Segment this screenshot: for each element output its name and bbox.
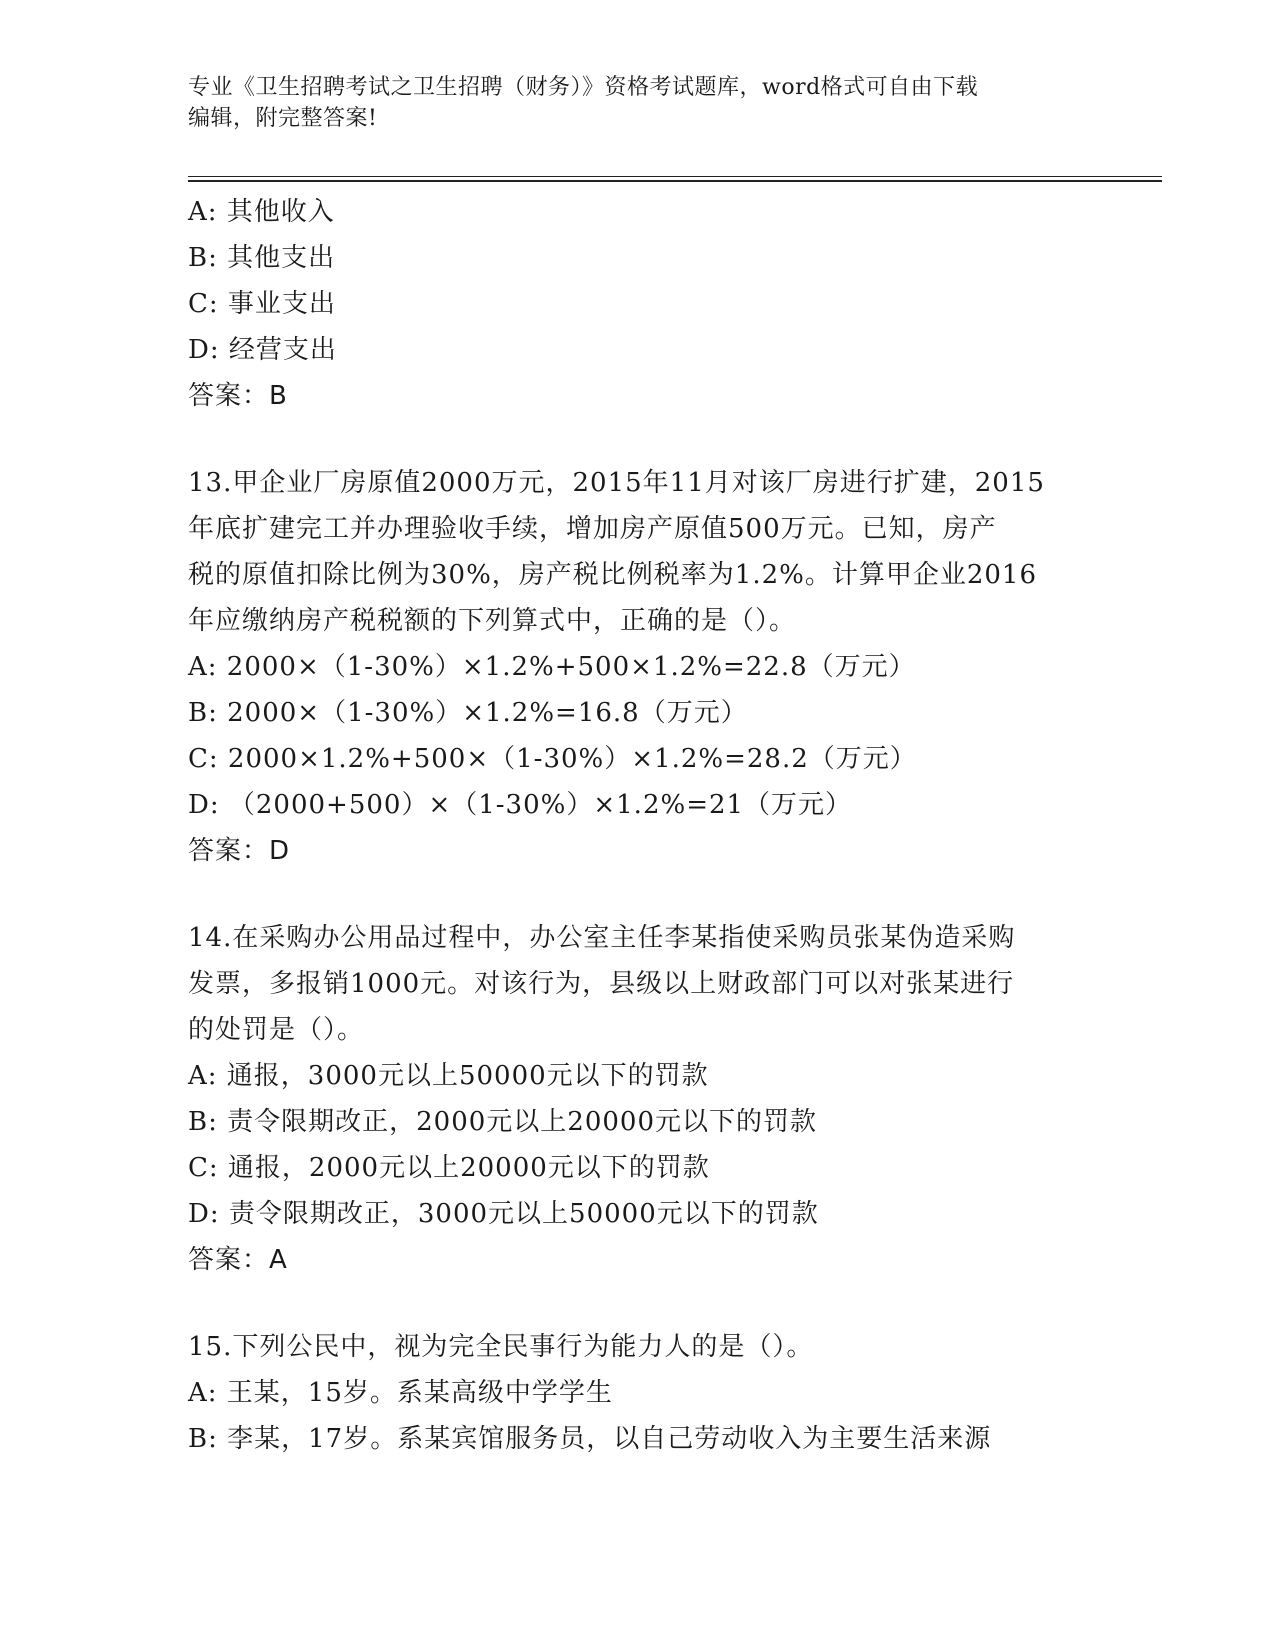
question-stem-line: 税的原值扣除比例为30%，房产税比例税率为1.2%。计算甲企业2016 bbox=[188, 560, 1038, 590]
option-b: B: 其他支出 bbox=[188, 243, 336, 273]
question-list bbox=[188, 189, 1088, 1462]
answer-line: 答案：D bbox=[188, 836, 291, 866]
question-14 bbox=[188, 915, 1088, 1283]
option-b: B: 2000×（1-30%）×1.2%=16.8（万元） bbox=[188, 698, 748, 728]
question-stem-line: 13.甲企业厂房原值2000万元，2015年11月对该厂房进行扩建，2015 bbox=[188, 468, 1045, 498]
question-12 bbox=[188, 189, 1088, 419]
option-c: C: 通报，2000元以上20000元以下的罚款 bbox=[188, 1153, 710, 1183]
header-line-2: 编辑，附完整答案! bbox=[188, 106, 378, 131]
option-b: B: 李某，17岁。系某宾馆服务员，以自己劳动收入为主要生活来源 bbox=[188, 1424, 992, 1454]
question-stem-line: 发票，多报销1000元。对该行为，县级以上财政部门可以对张某进行 bbox=[188, 969, 1015, 999]
question-stem-line: 15.下列公民中，视为完全民事行为能力人的是（）。 bbox=[188, 1332, 814, 1362]
option-c: C: 2000×1.2%+500×（1-30%）×1.2%=28.2（万元） bbox=[188, 744, 917, 774]
option-d: D: 责令限期改正，3000元以上50000元以下的罚款 bbox=[188, 1199, 819, 1229]
header-divider-thick bbox=[188, 180, 1162, 182]
option-d: D: （2000+500）×（1-30%）×1.2%=21（万元） bbox=[188, 790, 853, 820]
option-d: D: 经营支出 bbox=[188, 335, 337, 365]
header-divider-thin bbox=[188, 176, 1162, 177]
option-a: A: 其他收入 bbox=[188, 197, 335, 227]
question-stem-line: 年底扩建完工并办理验收手续，增加房产原值500万元。已知，房产 bbox=[188, 514, 997, 544]
spacer bbox=[188, 419, 1088, 460]
answer-line: 答案：B bbox=[188, 381, 288, 411]
option-b: B: 责令限期改正，2000元以上20000元以下的罚款 bbox=[188, 1107, 818, 1137]
option-c: C: 事业支出 bbox=[188, 289, 336, 319]
question-stem-line: 年应缴纳房产税税额的下列算式中，正确的是（）。 bbox=[188, 606, 797, 636]
question-stem-line: 的处罚是（）。 bbox=[188, 1015, 365, 1045]
header-line-1: 专业《卫生招聘考试之卫生招聘（财务）》资格考试题库，word格式可自由下载 bbox=[188, 75, 979, 100]
question-stem-line: 14.在采购办公用品过程中，办公室主任李某指使采购员张某伪造采购 bbox=[188, 923, 1016, 953]
document-header bbox=[188, 72, 1088, 134]
spacer bbox=[188, 874, 1088, 915]
option-a: A: 2000×（1-30%）×1.2%+500×1.2%=22.8（万元） bbox=[188, 652, 916, 682]
option-a: A: 王某，15岁。系某高级中学学生 bbox=[188, 1378, 613, 1408]
spacer bbox=[188, 1283, 1088, 1324]
question-13 bbox=[188, 460, 1088, 874]
answer-line: 答案：A bbox=[188, 1245, 288, 1275]
question-15 bbox=[188, 1324, 1088, 1462]
option-a: A: 通报，3000元以上50000元以下的罚款 bbox=[188, 1061, 709, 1091]
